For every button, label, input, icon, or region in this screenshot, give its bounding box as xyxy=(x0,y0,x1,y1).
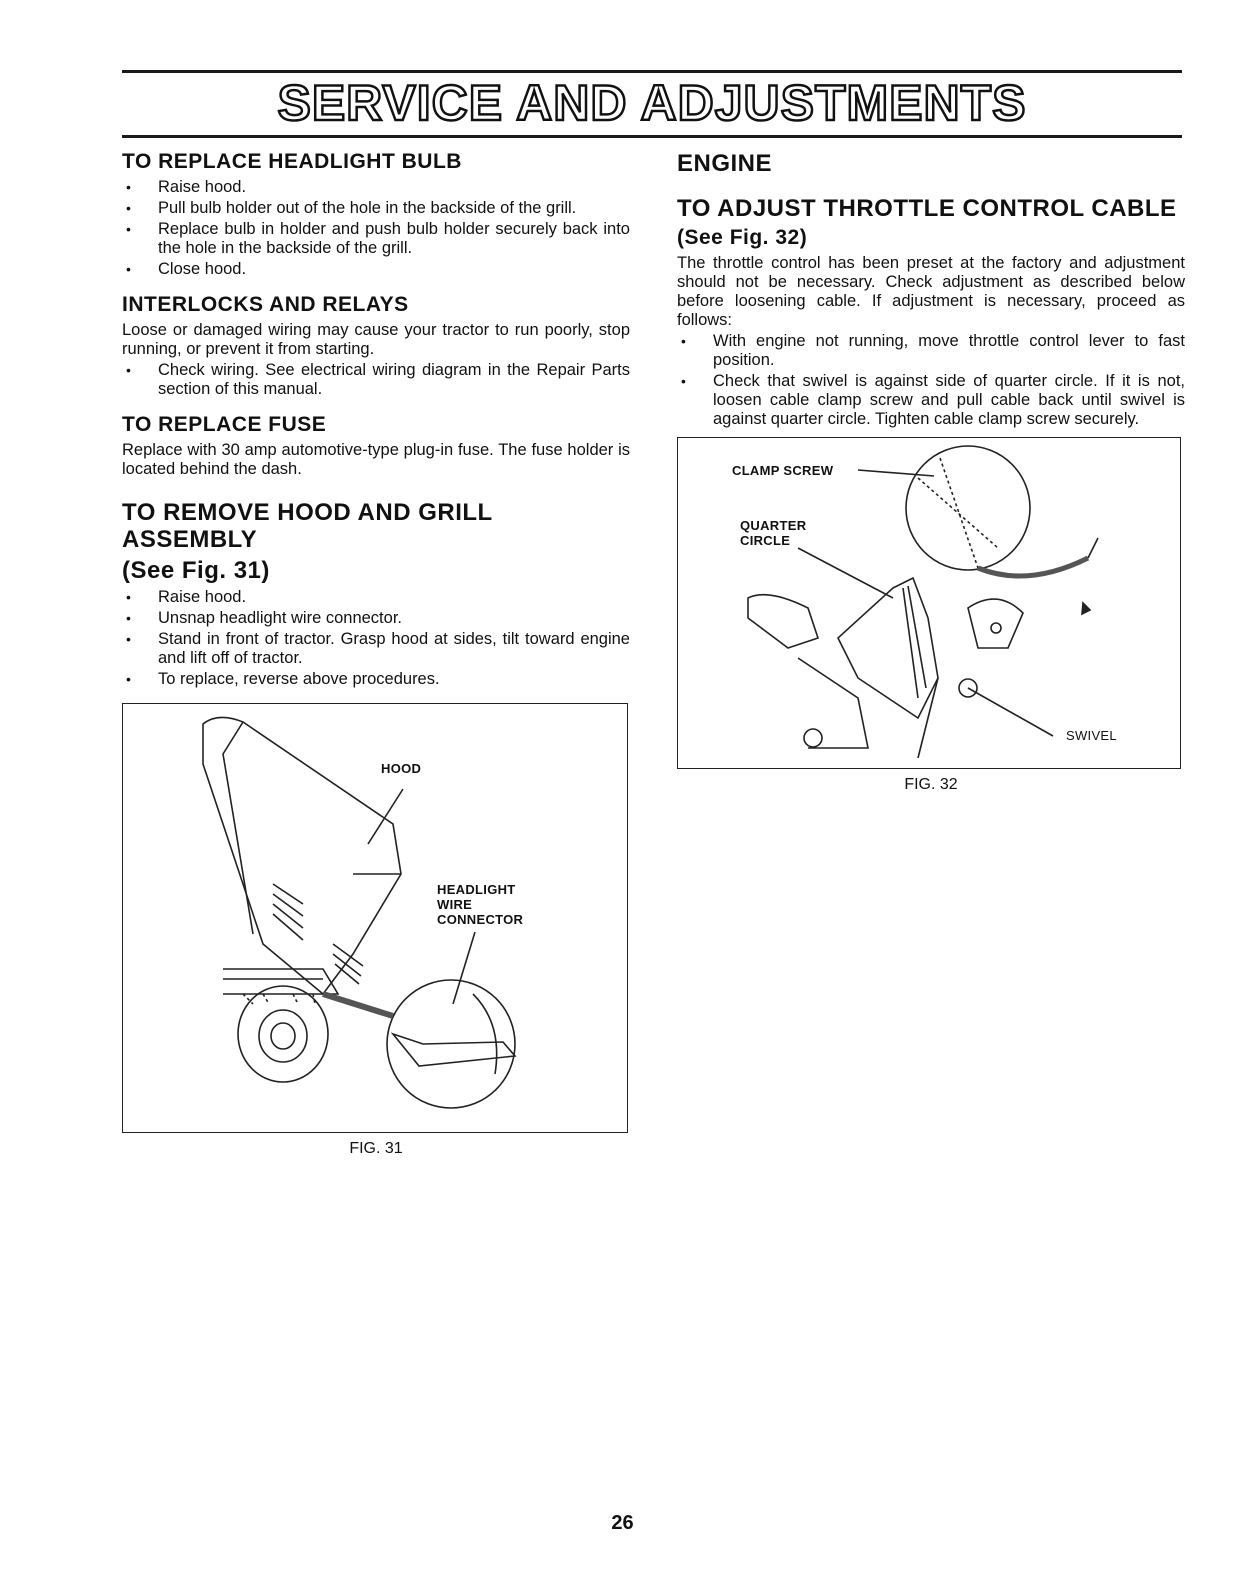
fig-31-label-hood: HOOD xyxy=(381,761,422,776)
interlocks-section xyxy=(122,293,630,399)
fig-31-box xyxy=(122,703,628,1133)
list-item: • With engine not running, move throttle control lever to fast position. xyxy=(677,332,1185,370)
interlocks-heading: INTERLOCKS AND RELAYS xyxy=(122,293,409,316)
title-rule-bottom xyxy=(122,135,1182,138)
fig-31-caption: FIG. 31 xyxy=(349,1140,403,1157)
throttle-heading: TO ADJUST THROTTLE CONTROL CABLE xyxy=(677,195,1177,222)
fig-31-label-connector-1: HEADLIGHT xyxy=(437,882,516,897)
list-item: • Replace bulb in holder and push bulb holder securely back into the hole in the backside of the grill. xyxy=(122,220,630,258)
left-column xyxy=(122,150,630,1158)
fig-31-label-connector-2: WIRE xyxy=(437,897,473,912)
fig-32-caption: FIG. 32 xyxy=(904,776,958,793)
interlocks-steps xyxy=(122,361,630,399)
fig-32-label-quarter-2: CIRCLE xyxy=(740,533,791,548)
fuse-section xyxy=(122,413,630,479)
fig-31-illustration xyxy=(123,704,627,1132)
interlocks-body: Loose or damaged wiring may cause your tractor to run poorly, stop running, or prevent it from starting. xyxy=(122,321,630,358)
engine-heading: ENGINE xyxy=(677,150,773,177)
right-column xyxy=(677,150,1185,794)
throttle-body: The throttle control has been preset at the factory and adjustment should not be necessary. Check adjustment as described below before loosening cable. If adjustment is necessary, proceed as follows: xyxy=(677,254,1185,329)
list-item: • Check wiring. See electrical wiring diagram in the Repair Parts section of this manual. xyxy=(122,361,630,399)
throttle-steps xyxy=(677,332,1185,429)
headlight-steps xyxy=(122,178,630,279)
list-item: • Close hood. xyxy=(122,260,630,279)
fig-32-box xyxy=(677,437,1181,769)
fig-32-illustration xyxy=(678,438,1180,768)
hood-subheading: (See Fig. 31) xyxy=(122,557,270,584)
fuse-body: Replace with 30 amp automotive-type plug-in fuse. The fuse holder is located behind the dash. xyxy=(122,441,630,478)
list-item: • Raise hood. xyxy=(122,588,630,607)
page-title: SERVICE AND ADJUSTMENTS xyxy=(277,75,1027,131)
hood-heading: TO REMOVE HOOD AND GRILL ASSEMBLY xyxy=(122,499,493,553)
fig-32-label-swivel: SWIVEL xyxy=(1066,728,1117,743)
list-item: • Pull bulb holder out of the hole in the backside of the grill. xyxy=(122,199,630,218)
headlight-section xyxy=(122,150,630,279)
page-number: 26 xyxy=(611,1512,634,1534)
list-item: • Raise hood. xyxy=(122,178,630,197)
list-item: • Unsnap headlight wire connector. xyxy=(122,609,630,628)
fig-31-label-connector-3: CONNECTOR xyxy=(437,912,524,927)
hood-section xyxy=(122,499,630,689)
fuse-heading: TO REPLACE FUSE xyxy=(122,413,327,436)
fig-32-label-quarter-1: QUARTER xyxy=(740,518,807,533)
title-rule-top xyxy=(122,70,1182,73)
list-item: • To replace, reverse above procedures. xyxy=(122,670,630,689)
fig-32-label-clamp-screw: CLAMP SCREW xyxy=(732,463,834,478)
list-item: • Check that swivel is against side of quarter circle. If it is not, loosen cable clamp screw and pull cable back until swivel is against quarter circle. Tighten cable clamp screw securely. xyxy=(677,372,1185,429)
headlight-heading: TO REPLACE HEADLIGHT BULB xyxy=(122,150,462,173)
hood-steps xyxy=(122,588,630,689)
throttle-section xyxy=(677,195,1185,429)
throttle-subheading: (See Fig. 32) xyxy=(677,226,808,249)
list-item: • Stand in front of tractor. Grasp hood at sides, tilt toward engine and lift off of tractor. xyxy=(122,630,630,668)
